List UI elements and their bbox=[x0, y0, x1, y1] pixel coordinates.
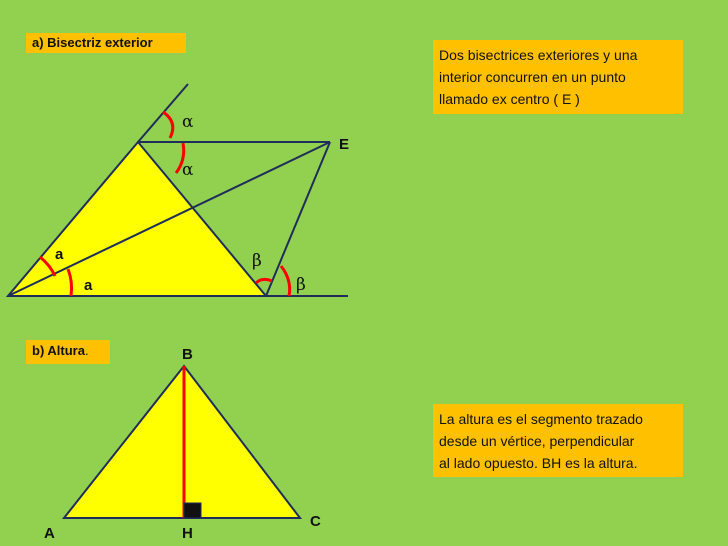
label-point-a: A bbox=[44, 525, 55, 542]
label-a-upper: a bbox=[55, 246, 64, 263]
section-b-title-text: b) Altura bbox=[32, 343, 85, 358]
triangle-a bbox=[8, 142, 266, 296]
label-alpha-upper: α bbox=[182, 112, 194, 132]
angle-arc-alpha-upper bbox=[163, 112, 173, 138]
triangle-b bbox=[64, 366, 300, 518]
section-b-title-suffix: . bbox=[84, 343, 89, 358]
label-beta-right: β bbox=[296, 275, 306, 295]
label-a-lower: a bbox=[84, 277, 93, 294]
section-a-title: a) Bisectriz exterior bbox=[26, 33, 186, 53]
excenter-note: Dos bisectrices exteriores y una interior concurren en un punto llamado ex centro ( E ) bbox=[433, 40, 683, 114]
angle-arc-beta-right bbox=[281, 266, 290, 296]
label-point-e: E bbox=[339, 136, 350, 153]
label-point-c: C bbox=[310, 513, 321, 530]
label-alpha-lower: α bbox=[182, 160, 194, 180]
diagram-exterior-bisector bbox=[8, 84, 349, 296]
label-beta-left: β bbox=[252, 251, 262, 271]
label-point-b: B bbox=[182, 346, 193, 363]
diagram-altitude bbox=[44, 346, 321, 542]
exterior-bisector bbox=[266, 142, 330, 296]
angle-arc-beta-left bbox=[256, 279, 272, 283]
label-point-h: H bbox=[182, 525, 193, 542]
right-angle-marker bbox=[184, 503, 201, 518]
altitude-note: La altura es el segmento trazado desde un vértice, perpendicular al lado opuesto. BH es la altura. bbox=[433, 404, 683, 477]
